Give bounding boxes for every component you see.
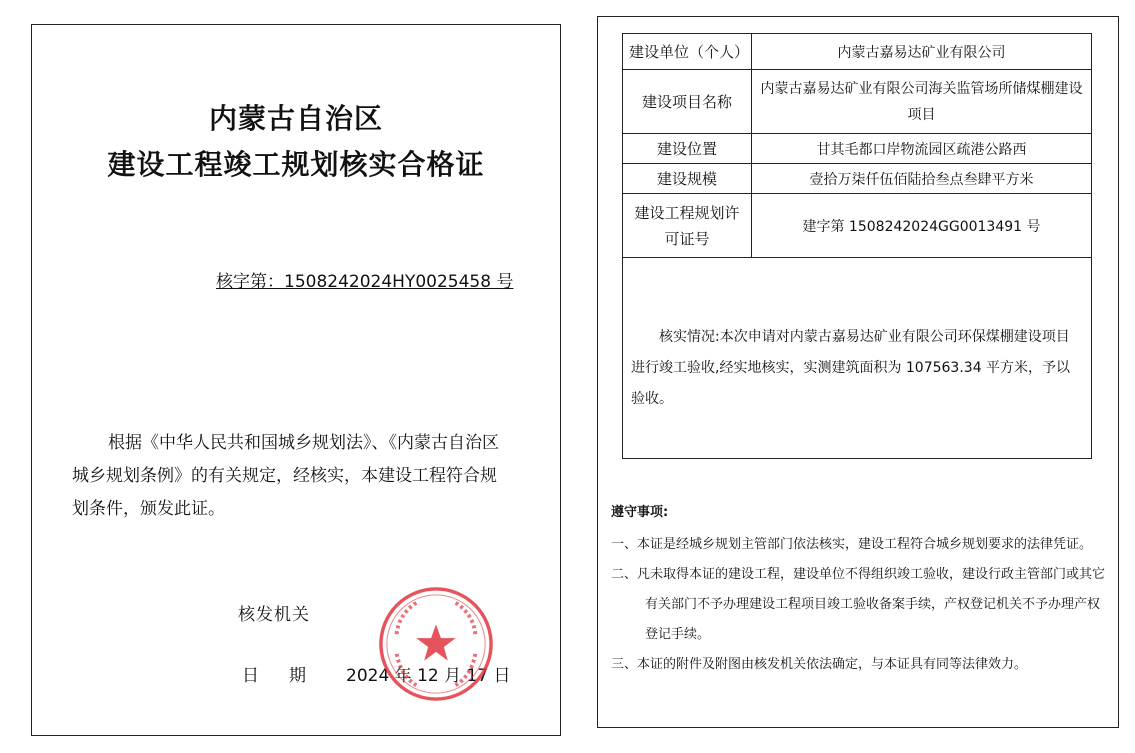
date-label: 日期 <box>242 666 336 686</box>
verification-text: 核实情况:本次申请对内蒙古嘉易达矿业有限公司环保煤棚建设项目进行竣工验收,经实地核实，实测建筑面积为 107563.34 平方米，予以验收。 <box>631 328 1071 407</box>
row-label: 建设项目名称 <box>623 70 752 134</box>
date-value: 2024 年 12 月 17 日 <box>346 666 511 686</box>
table-row <box>623 70 1092 134</box>
issue-date-row <box>242 661 511 686</box>
note-item: 三、本证的附件及附图由核发机关依法确定，与本证具有同等法律效力。 <box>611 657 1028 672</box>
table-row <box>623 34 1092 70</box>
row-label: 建设规模 <box>623 164 752 194</box>
note-item: 二、凡未取得本证的建设工程，建设单位不得组织竣工验收，建设行政主管部门或其它有关部门不予办理建设工程项目竣工验收备案手续，产权登记机关不予办理产权登记手续。 <box>611 567 1106 642</box>
certificate-back-page <box>597 16 1119 728</box>
row-value: 壹拾万柒仟伍佰陆拾叁点叁肆平方米 <box>752 164 1092 194</box>
certificate-number: 核字第：1508242024HY0025458 号 <box>216 272 514 292</box>
table-row <box>623 134 1092 164</box>
compliance-notes <box>611 501 1106 680</box>
row-value: 建字第 1508242024GG0013491 号 <box>752 194 1092 258</box>
row-label: 建设工程规划许可证号 <box>623 194 752 258</box>
table-row <box>623 164 1092 194</box>
verification-row <box>623 258 1092 459</box>
row-value: 内蒙古嘉易达矿业有限公司 <box>752 34 1092 70</box>
project-info-table <box>622 33 1092 459</box>
issuing-authority-label: 核发机关 <box>238 605 310 625</box>
legal-basis-text: 根据《中华人民共和国城乡规划法》、《内蒙古自治区城乡规划条例》的有关规定，经核实，本建设工程符合规划条件，颁发此证。 <box>72 433 499 519</box>
notes-title: 遵守事项: <box>611 505 669 520</box>
note-item: 一、本证是经城乡规划主管部门依法核实，建设工程符合城乡规划要求的法律凭证。 <box>611 537 1093 552</box>
row-value: 内蒙古嘉易达矿业有限公司海关监管场所储煤棚建设项目 <box>752 70 1092 134</box>
certificate-title: 建设工程竣工规划核实合格证 <box>107 148 485 181</box>
certificate-front-page <box>31 24 561 736</box>
row-label: 建设位置 <box>623 134 752 164</box>
row-value: 甘其毛都口岸物流园区疏港公路西 <box>752 134 1092 164</box>
row-label: 建设单位（个人） <box>623 34 752 70</box>
region-title: 内蒙古自治区 <box>208 102 383 135</box>
table-row <box>623 194 1092 258</box>
